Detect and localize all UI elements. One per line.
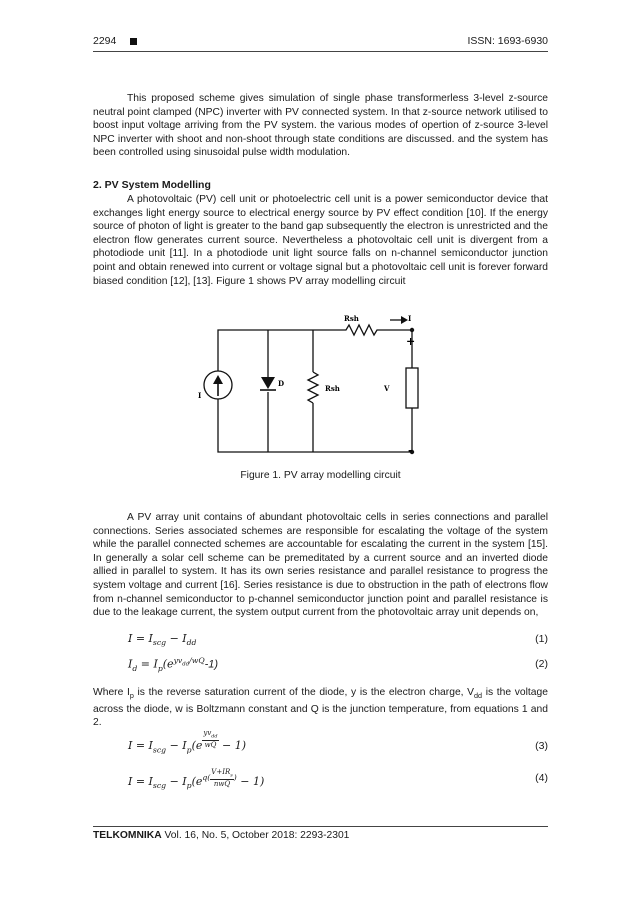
label-minus: - — [408, 444, 413, 457]
label-rsh-series: Rsh — [344, 314, 359, 323]
figure-caption: Figure 1. PV array modelling circuit — [240, 470, 401, 481]
shunt-resistor — [308, 372, 318, 403]
footer-rule — [93, 826, 548, 827]
where-paragraph: Where $I_p$ is the reverse saturation current of the diode, y is the electron charge, $V_{dd}$ is the voltage across the diode, w is Boltzmann constant and Q is the junction temperature, from equations 1 and 2. — [93, 687, 548, 729]
equation-number: (1) — [535, 633, 548, 645]
diode-icon — [261, 377, 275, 389]
section-title: 2. PV System Modelling — [93, 179, 211, 191]
journal-details: Vol. 16, No. 5, October 2018: 2293-2301 — [161, 830, 350, 841]
equation-4: $I = I_{scg} - I_p(e^{q( \frac{V+IR_s}{\text{nwQ}} )} - 1)$ — [128, 768, 265, 791]
label-voltage: V — [384, 384, 390, 393]
equation-3: $I = I_{scg} - I_p(e$ $\frac{yv_{dd}}{wQ}$ − 1) — [128, 729, 247, 755]
label-diode: D — [278, 379, 285, 388]
header-rule — [93, 51, 548, 52]
label-rsh-shunt: Rsh — [325, 384, 340, 393]
arrow-right-icon — [401, 316, 408, 324]
journal-name: TELKOMNIKA — [93, 830, 162, 841]
label-source: I — [198, 391, 202, 400]
label-plus: + — [406, 335, 416, 348]
section-paragraph-1: A photovoltaic (PV) cell unit or photoelectric cell unit is a power semiconductor device that exchanges light energy source to electrical energy source by PV effect condition [10]. If the energy source of photon of light is greater to the band gap subsequently the electron is unrestricted and the electron flow generates current source. Nevertheless a photovoltaic cell unit is divergent from a photodiode unit [11]. In a photodiode unit light source falls on n-channel semiconductor junction point and obtain renewed into current or voltage signal but a photovoltaic cell unit is forever forward biased condition [12], [13]. Figure 1 shows PV array modelling circuit — [93, 194, 548, 287]
load-resistor — [406, 368, 418, 408]
label-current: I — [408, 314, 412, 323]
circuit-wire — [218, 330, 412, 452]
intro-paragraph: This proposed scheme gives simulation of single phase transformerless 3-level z-source neutral point clamped (NPC) inverter with PV connected system. In that z-source network utilised to boost input voltage arriving from the PV system. the various modes of opertion of z-source 3-level NPC inverter with shoot and non-shoot through state conditions are discussed. and the system has been controlled using sinusoidal pulse width modulation. — [93, 93, 548, 159]
equation-number: (2) — [535, 658, 548, 670]
equation-2: $I_d = I_p(e^{yv_{dd}/wQ}-1)$ — [128, 656, 219, 673]
equation-1: $I = I_{scg} - I_{dd}$ — [128, 632, 197, 648]
section-paragraph-2: A PV array unit contains of abundant photovoltaic cells in series connections and parallel connections. Series associated schemes are responsible for escalating the voltage of the system while the parallel connected schemes are accountable for escalating the current in the system [15]. In generally a solar cell scheme can be premeditated by a current source and an inverted diode allied in parallel to system. It has its own series resistance and parallel resistance to progress the system voltage and current [16]. Series resistance is due to obstruction in the path of electrons flow from n-channel semiconductor to p-channel semiconductor junction point and parallel resistance is due to the leakage current, the system output current from the photovoltaic array unit depends on, — [93, 512, 548, 619]
page-footer — [93, 830, 349, 841]
series-resistor — [308, 325, 380, 335]
equation-number: (3) — [535, 740, 548, 752]
terminal-dot — [410, 328, 414, 332]
pv-circuit-figure — [198, 312, 448, 464]
page-number: 2294 — [93, 35, 117, 47]
square-bullet-icon — [130, 38, 137, 45]
issn: ISSN: 1693-6930 — [467, 35, 548, 47]
equation-number: (4) — [535, 772, 548, 784]
page-header — [93, 35, 548, 49]
